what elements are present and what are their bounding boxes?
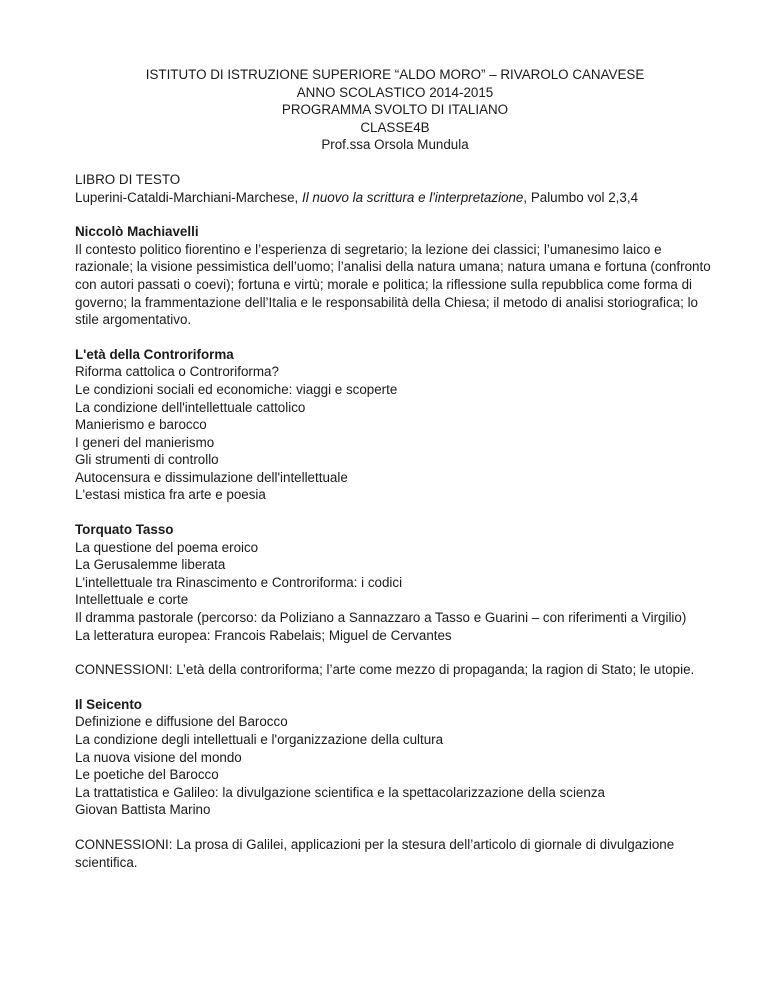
section-controriforma	[75, 346, 715, 504]
document-header	[75, 66, 715, 154]
list-item: L'estasi mistica fra arte e poesia	[75, 487, 266, 503]
section-title: L'età della Controriforma	[75, 346, 234, 362]
list-item: La condizione dell'intellettuale cattolico	[75, 399, 306, 415]
list-item: Gli strumenti di controllo	[75, 452, 219, 468]
section-connessioni-1	[75, 661, 715, 679]
list-item: I generi del manierismo	[75, 434, 215, 450]
textbook-reference	[75, 189, 715, 207]
teacher-name: Prof.ssa Orsola Mundula	[321, 137, 469, 153]
section-title: Il Seicento	[75, 696, 142, 712]
school-name: ISTITUTO DI ISTRUZIONE SUPERIORE “ALDO MORO” – RIVAROLO CANAVESE	[145, 67, 645, 82]
textbook-label: LIBRO DI TESTO	[75, 171, 181, 187]
section-title: Torquato Tasso	[75, 522, 174, 538]
textbook-title: Il nuovo la scrittura e l'interpretazione	[302, 189, 524, 205]
list-item: Intellettuale e corte	[75, 592, 189, 608]
list-item: Il dramma pastorale (percorso: da Poliziano a Sannazzaro a Tasso e Guarini – con riferimenti a Virgilio)	[75, 610, 687, 626]
document-page	[75, 66, 715, 888]
list-item: La trattatistica e Galileo: la divulgazione scientifica e la spettacolarizzazione della scienza	[75, 784, 605, 800]
section-paragraph: Il contesto politico fiorentino e l’esperienza di segretario; la lezione dei classici; l’umanesimo laico e razionale; la visione pessimistica dell’uomo; l’analisi della natura umana; natura umana e fortuna (confronto con autori passati o coevi); fortuna e virtù; morale e politica; la riflessione sulla repubblica come forma di governo; la frammentazione dell’Italia e le responsabilità della Chiesa; il metodo di analisi storiografica; lo stile argomentativo.	[75, 241, 711, 328]
connessioni-paragraph: CONNESSIONI: L’età della controriforma; l’arte come mezzo di propaganda; la ragion di Stato; le utopie.	[75, 662, 695, 678]
section-connessioni-2	[75, 836, 715, 871]
list-item: L'intellettuale tra Rinascimento e Controriforma: i codici	[75, 574, 403, 590]
program-title: PROGRAMMA SVOLTO DI ITALIANO	[281, 102, 509, 118]
list-item: Autocensura e dissimulazione dell'intellettuale	[75, 469, 348, 485]
list-item: La nuova visione del mondo	[75, 749, 242, 765]
section-tasso	[75, 521, 715, 644]
list-item: La condizione degli intellettuali e l'organizzazione della cultura	[75, 732, 444, 747]
section-title: Niccolò Machiavelli	[75, 224, 199, 240]
textbook-authors: Luperini-Cataldi-Marchiani-Marchese,	[75, 189, 302, 205]
list-item: Definizione e diffusione del Barocco	[75, 714, 288, 730]
list-item: La letteratura europea: Francois Rabelais; Miguel de Cervantes	[75, 627, 452, 643]
list-item: La Gerusalemme liberata	[75, 557, 226, 573]
list-item: Giovan Battista Marino	[75, 802, 211, 818]
section-seicento	[75, 696, 715, 819]
class-name: CLASSE4B	[360, 119, 430, 135]
list-item: La questione del poema eroico	[75, 539, 259, 555]
textbook-publisher: , Palumbo vol 2,3,4	[523, 189, 639, 205]
list-item: Manierismo e barocco	[75, 417, 207, 433]
textbook-section	[75, 171, 715, 206]
list-item: Riforma cattolica o Controriforma?	[75, 364, 279, 380]
school-year: ANNO SCOLASTICO 2014-2015	[296, 84, 494, 100]
list-item: Le condizioni sociali ed economiche: viaggi e scoperte	[75, 381, 398, 397]
connessioni-paragraph: CONNESSIONI: La prosa di Galilei, applicazioni per la stesura dell’articolo di giornale di divulgazione scientifica.	[75, 836, 675, 870]
section-machiavelli	[75, 223, 715, 329]
list-item: Le poetiche del Barocco	[75, 767, 219, 783]
